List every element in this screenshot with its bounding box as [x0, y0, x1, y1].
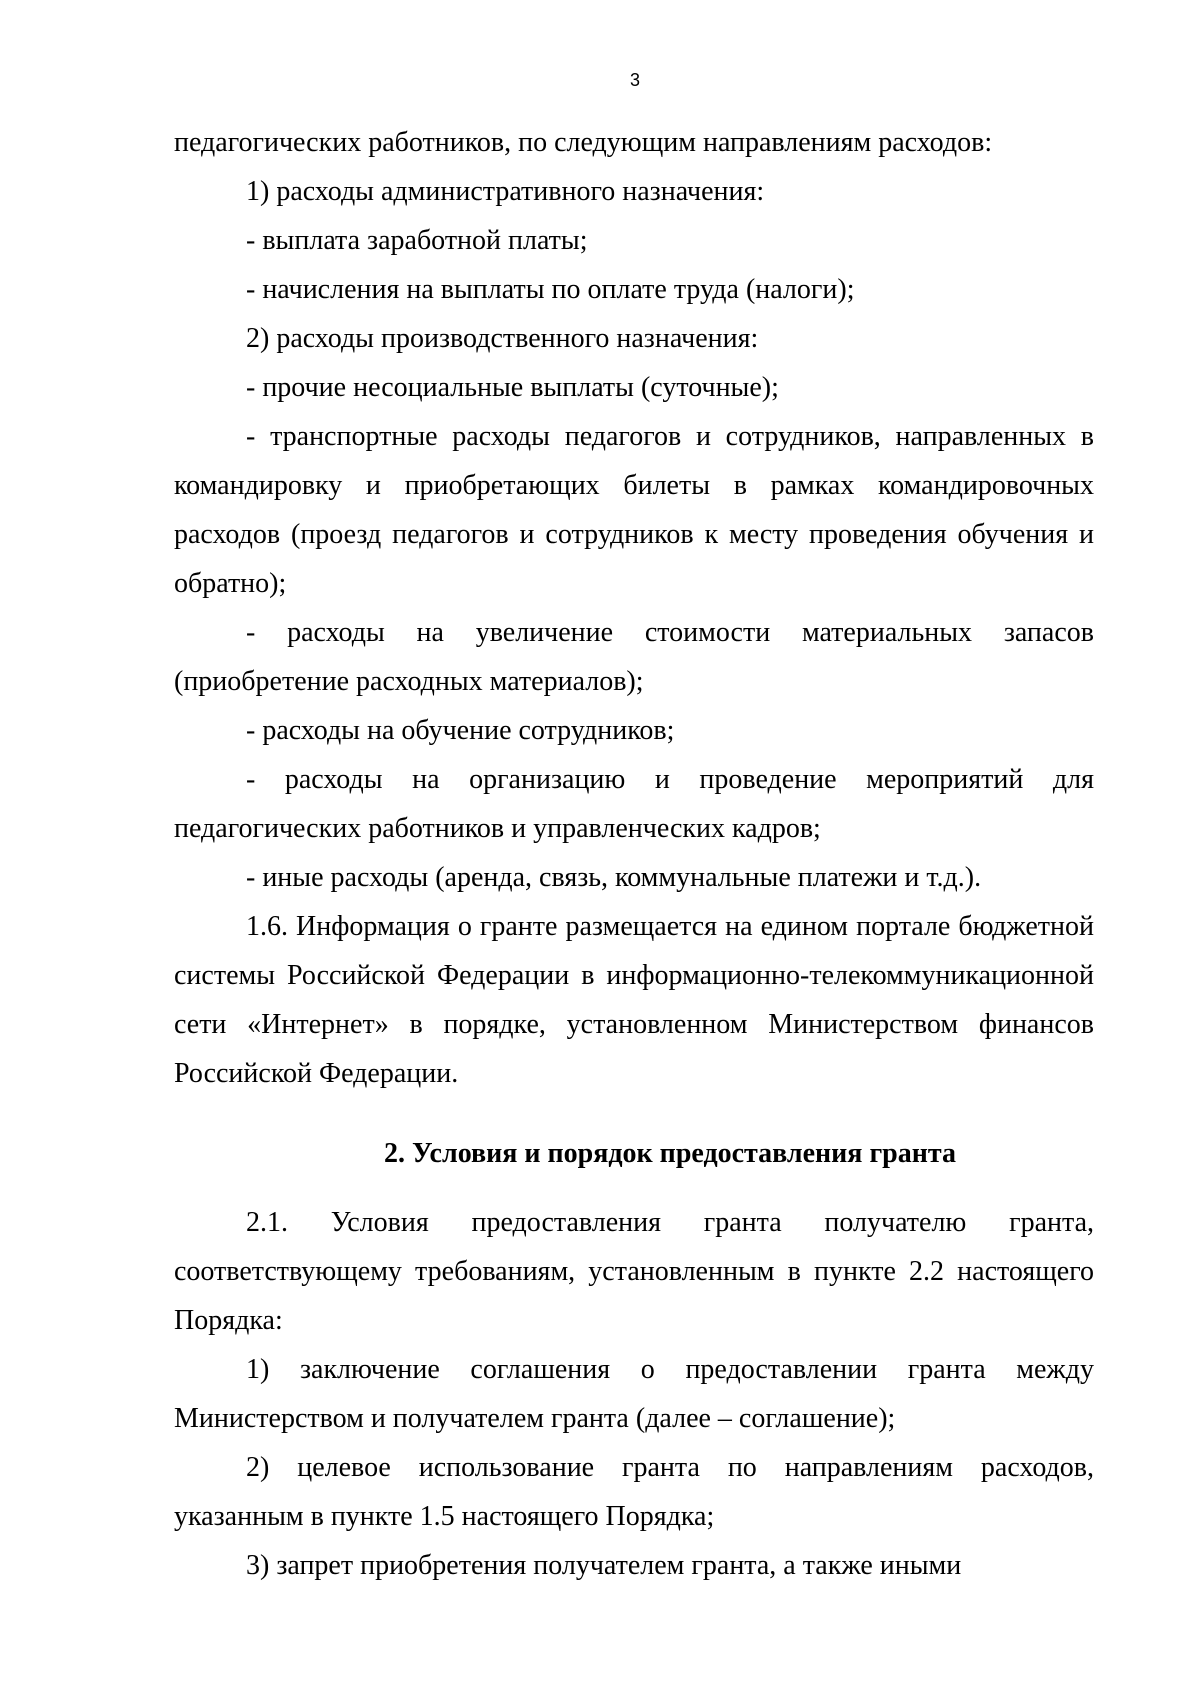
document-body: [174, 118, 1094, 1590]
section-heading: 2. Условия и порядок предоставления гранта: [384, 1138, 956, 1169]
list-item: 2) расходы производственного назначения:: [246, 323, 759, 354]
list-item: - транспортные расходы педагогов и сотрудников, направленных в командировку и приобретающих билеты в рамках командировочных расходов (проезд педагогов и сотрудников к месту проведения обучения и обратно);: [174, 421, 1094, 599]
list-item: - расходы на увеличение стоимости материальных запасов (приобретение расходных материалов);: [174, 617, 1094, 697]
paragraph: педагогических работников, по следующим направлениям расходов:: [174, 127, 993, 158]
page-number: 3: [629, 70, 640, 90]
list-item: - прочие несоциальные выплаты (суточные);: [246, 372, 779, 403]
list-item: 2) целевое использование гранта по направлениям расходов, указанным в пункте 1.5 настоящего Порядка;: [174, 1452, 1094, 1532]
list-item: 1) расходы административного назначения:: [246, 176, 765, 207]
list-item: - расходы на обучение сотрудников;: [246, 715, 675, 746]
list-item: 3) запрет приобретения получателем гранта, а также иными: [246, 1550, 962, 1581]
list-item: 1) заключение соглашения о предоставлении гранта между Министерством и получателем гранта (далее – соглашение);: [174, 1354, 1094, 1434]
list-item: - начисления на выплаты по оплате труда (налоги);: [246, 274, 855, 305]
paragraph: 2.1. Условия предоставления гранта получателю гранта, соответствующему требованиям, установленным в пункте 2.2 настоящего Порядка:: [174, 1207, 1094, 1336]
paragraph: 1.6. Информация о гранте размещается на едином портале бюджетной системы Российской Федерации в информационно-телекоммуникационной сети «Интернет» в порядке, установленном Министерством финансов Российской Федерации.: [174, 911, 1094, 1089]
list-item: - иные расходы (аренда, связь, коммунальные платежи и т.д.).: [246, 862, 982, 893]
list-item: - выплата заработной платы;: [246, 225, 588, 256]
list-item: - расходы на организацию и проведение мероприятий для педагогических работников и управленческих кадров;: [174, 764, 1094, 844]
